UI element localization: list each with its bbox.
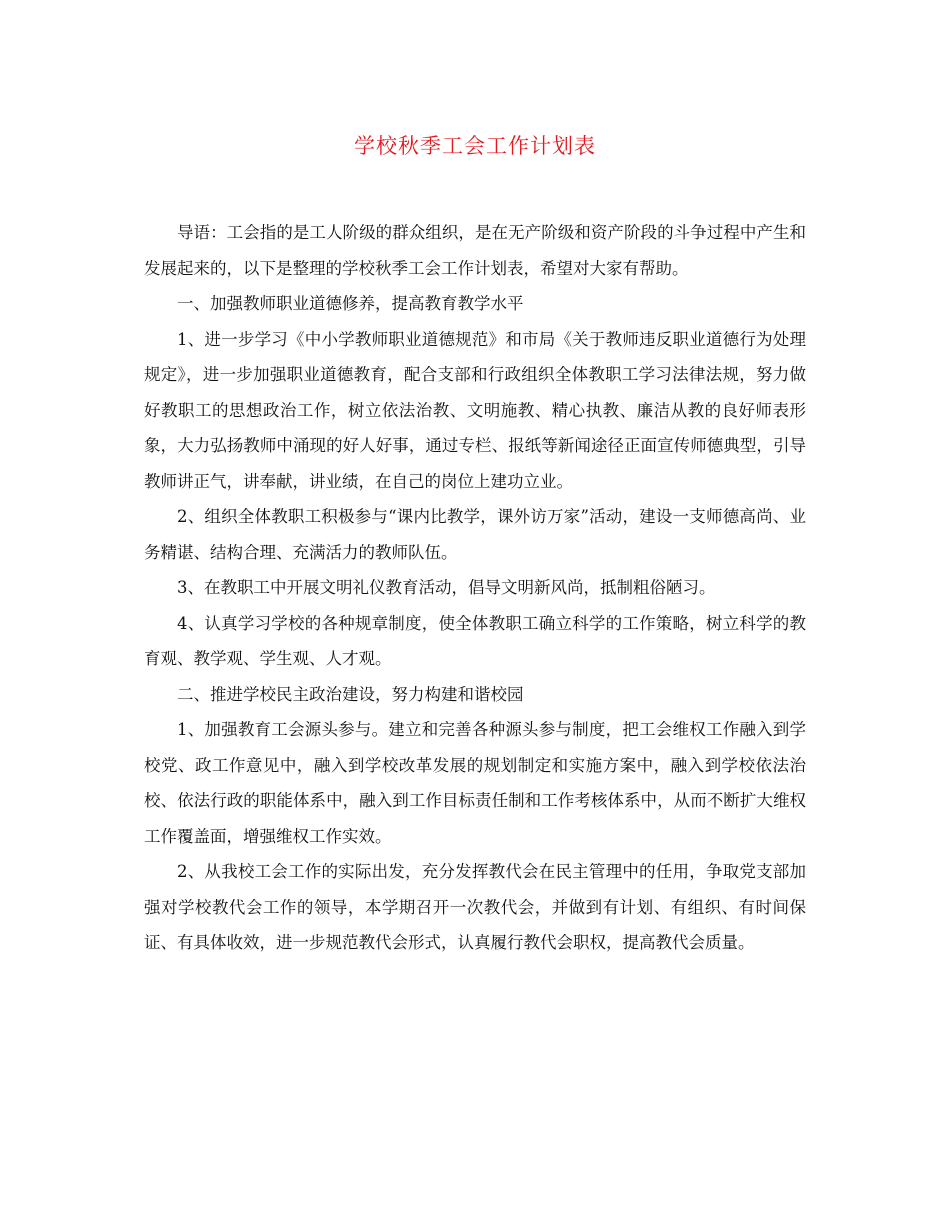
paragraph-1-3: 3、在教职工中开展文明礼仪教育活动，倡导文明新风尚，抵制粗俗陋习。 bbox=[177, 578, 716, 597]
document-title: 学校秋季工会工作计划表 bbox=[354, 134, 596, 158]
paragraph-1-2: 2、组织全体教职工积极参与“课内比教学，课外访万家”活动，建设一支师德高尚、业务精谌、结构合理、充满活力的教师队伍。 bbox=[144, 507, 806, 562]
paragraph-2-1: 1、加强教育工会源头参与。建立和完善各种源头参与制度，把工会维权工作融入到学校党、政工作意见中，融入到学校改革发展的规划制定和实施方案中，融入到学校依法治校、依法行政的职能体系中，融入到工作目标责任制和工作考核体系中，从而不断扩大维权工作覆盖面，增强维权工作实效。 bbox=[144, 720, 806, 846]
section-heading-1: 一、加强教师职业道德修养，提高教育教学水平 bbox=[177, 294, 524, 313]
section-heading-2: 二、推进学校民主政治建设，努力构建和谐校园 bbox=[177, 684, 524, 704]
paragraph-1-1: 1、进一步学习《中小学教师职业道德规范》和市局《关于教师违反职业道德行为处理规定》，进一步加强职业道德教育，配合支部和行政组织全体教职工学习法律法规，努力做好教职工的思想政治工作，树立依法治教、文明施教、精心执教、廉洁从教的良好师表形象，大力弘扬教师中涌现的好人好事，通过专栏、报纸等新闻途径正面宣传师德典型，引导教师讲正气，讲奉献，讲业绩，在自己的岗位上建功立业。 bbox=[144, 329, 806, 491]
paragraph-1-4: 4、认真学习学校的各种规章制度，使全体教职工确立科学的工作策略，树立科学的教育观、教学观、学生观、人才观。 bbox=[144, 613, 806, 668]
paragraph-2-2: 2、从我校工会工作的实际出发，充分发挥教代会在民主管理中的任用，争取党支部加强对学校教代会工作的领导，本学期召开一次教代会，并做到有计划、有组织、有时间保证、有具体收效，进一步规范教代会形式，认真履行教代会职权，提高教代会质量。 bbox=[144, 862, 806, 952]
intro-paragraph: 导语：工会指的是工人阶级的群众组织，是在无产阶级和资产阶段的斗争过程中产生和发展起来的，以下是整理的学校秋季工会工作计划表，希望对大家有帮助。 bbox=[144, 223, 806, 278]
document-body bbox=[144, 215, 806, 961]
